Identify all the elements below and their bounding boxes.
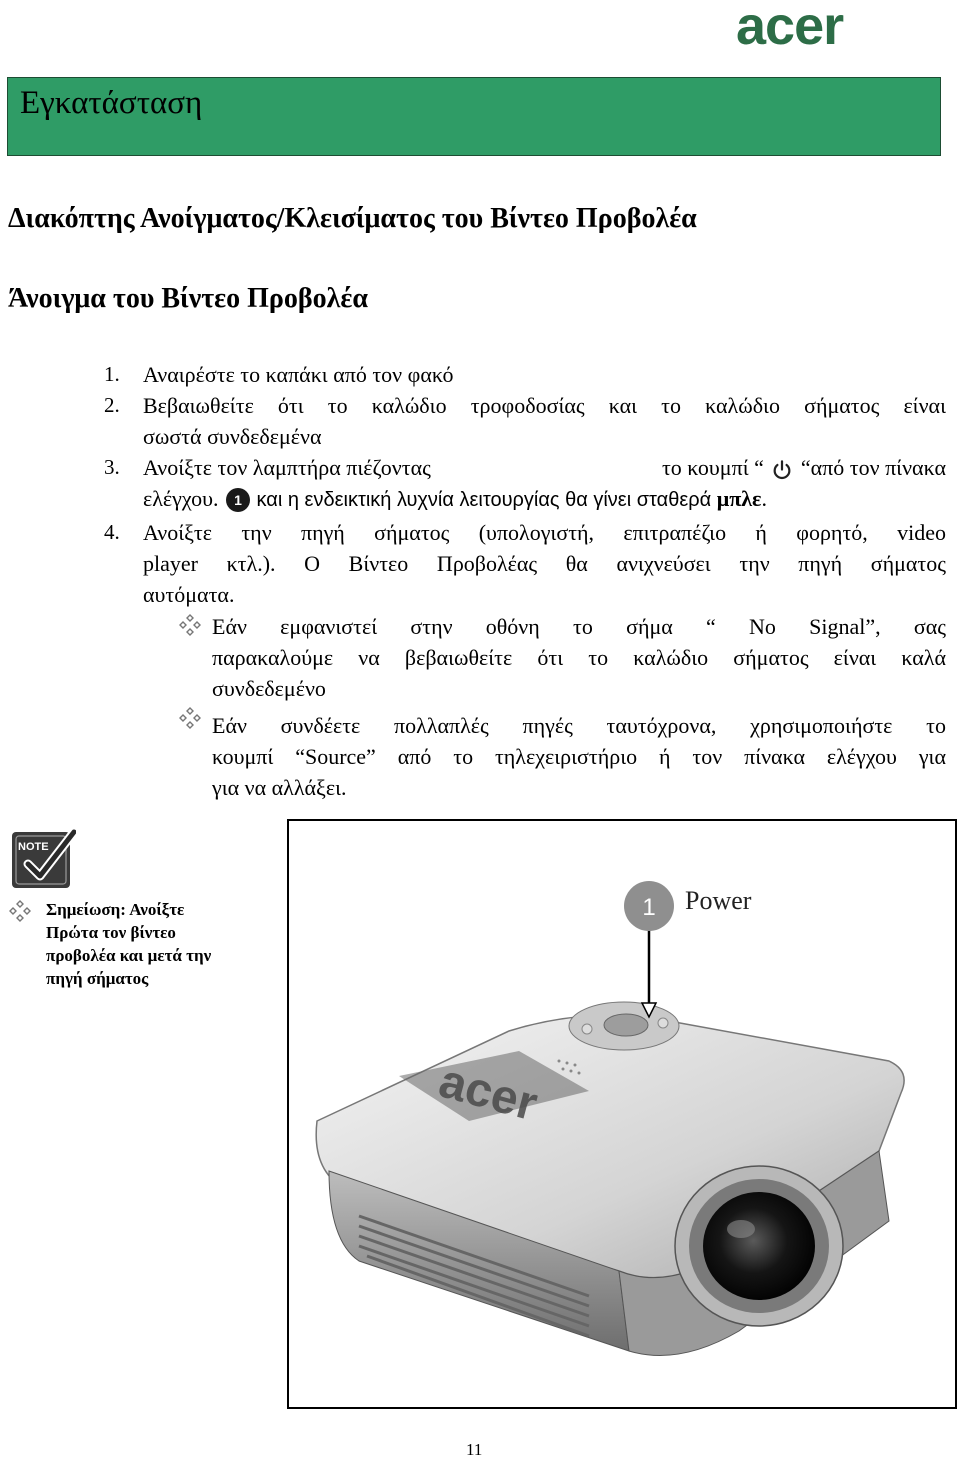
note-line: προβολέα και μετά την (46, 946, 212, 965)
diamond-bullet-icon (178, 613, 202, 637)
acer-logo-text: acer (736, 2, 844, 52)
note-line: Πρώτα τον βίντεο (46, 923, 176, 942)
step-4-line-1: Ανοίξτε την πηγή σήματος (υπολογιστή, επιτραπέζιο ή φορητό, video (143, 520, 946, 545)
sub-bullet-1-line-2: παρακαλούμε να βεβαιωθείτε ότι το καλώδιο σήματος είναι καλά (212, 645, 946, 670)
step-3-part-2 (662, 452, 946, 483)
step-2-line-2: σωστά συνδεδεμένα (143, 424, 322, 449)
sub-bullet-2-line-2: κουμπί “Source” από το τηλεχειριστήριο ή τον πίνακα ελέγχου για (212, 744, 946, 769)
sub-heading: Άνοιγμα του Βίντεο Προβολέα (8, 283, 368, 314)
sub-bullet-1-line-1: Εάν εμφανιστεί στην οθόνη το σήμα “ No Signal”, σας (212, 614, 946, 639)
step-3-period: . (761, 486, 767, 511)
note-line: Σημείωση: Ανοίξτε (46, 900, 185, 919)
number-badge-text: 1 (233, 491, 242, 508)
step-2-line-1: Βεβαιωθείτε ότι το καλώδιο τροφοδοσίας και το καλώδιο σήματος είναι (143, 393, 946, 418)
projector-logo-text: acer (433, 1054, 543, 1132)
step-3-part-5: και η ενδεικτική λυχνία λειτουργίας θα γίνει σταθερά (256, 489, 712, 511)
note-icon-label: NOTE (18, 841, 49, 853)
note-line: πηγή σήματος (46, 969, 149, 988)
number-badge-icon (225, 487, 251, 513)
acer-logo (736, 2, 914, 52)
step-1-text: Αναιρέστε το καπάκι από τον φακό (143, 362, 454, 387)
step-3-panel-text: “από τον πίνακα (800, 455, 946, 480)
sub-bullet-2-line-3: για να αλλάξει. (212, 775, 347, 800)
callout-label: Power (685, 886, 752, 915)
diamond-bullet-icon (8, 899, 32, 923)
section-header-bar (7, 77, 941, 156)
step-3-button-label: το κουμπί “ (661, 455, 764, 480)
step-3-part-4: ελέγχου. (143, 486, 219, 511)
step-4-line-3: αυτόματα. (143, 582, 235, 607)
step-3-number: 3. (104, 455, 120, 479)
projector-figure (287, 819, 957, 1409)
step-3-line-2 (143, 483, 946, 516)
note-text (46, 898, 246, 990)
step-3-part-1: Ανοίξτε τον λαμπτήρα πιέζοντας (143, 455, 431, 480)
callout-number: 1 (642, 894, 656, 921)
step-1-number: 1. (104, 362, 120, 386)
step-3-blue-word: μπλε (716, 486, 762, 511)
page-number: 11 (466, 1440, 483, 1459)
section-title: Εγκατάσταση (20, 85, 203, 121)
step-4-line-2: player κτλ.). Ο Βίντεο Προβολέας θα ανιχνεύσει την πηγή σήματος (143, 551, 946, 576)
sub-bullet-1-line-3: συνδεδεμένο (212, 676, 326, 701)
step-3-line-1 (143, 452, 946, 483)
step-4-number: 4. (104, 520, 120, 544)
diamond-bullet-icon (178, 706, 202, 730)
sub-bullet-2-line-1: Εάν συνδέετε πολλαπλές πηγές ταυτόχρονα, χρησιμοποιήστε το (212, 713, 946, 738)
power-icon (771, 459, 793, 481)
step-2-number: 2. (104, 393, 120, 417)
page-heading: Διακόπτης Ανοίγματος/Κλεισίματος του Βίντεο Προβολέα (8, 203, 697, 234)
note-icon (10, 828, 76, 890)
projector-illustration (289, 821, 955, 1407)
